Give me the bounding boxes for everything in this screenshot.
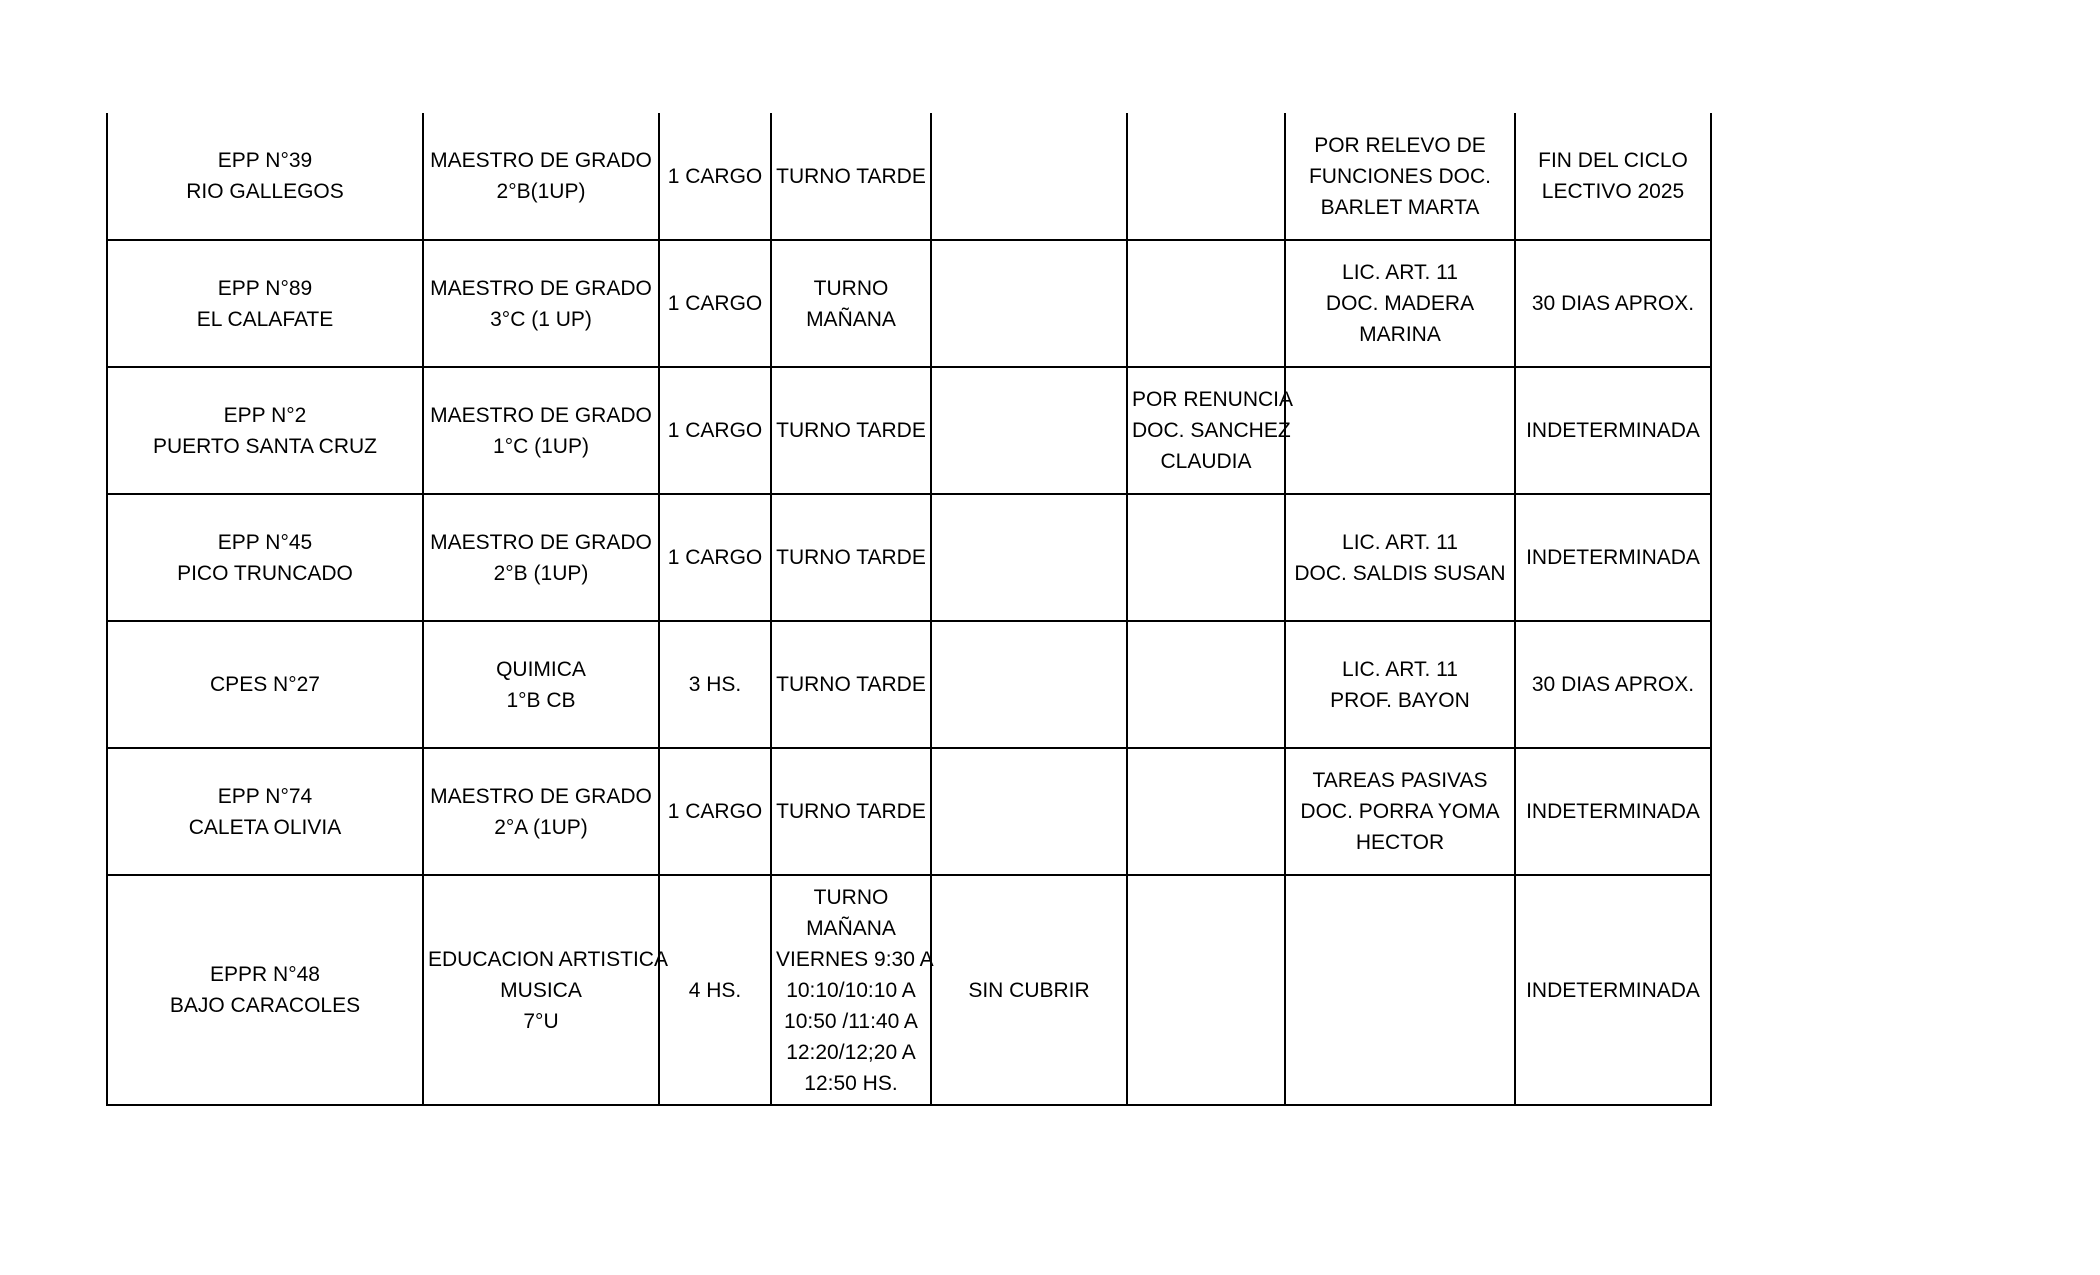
cell-text-line: BAJO CARACOLES [169, 994, 361, 1017]
duration-cell [1515, 748, 1711, 875]
cell-text-line: PROF. BAYON [1330, 688, 1470, 712]
cell-text-line: MUSICA [500, 978, 582, 1002]
resignation-cell [1127, 367, 1294, 494]
reason-cell [1285, 748, 1515, 875]
cell-text-line: 1 CARGO [667, 164, 763, 188]
school-cell [107, 113, 423, 240]
cell-text-line: 1 CARGO [667, 292, 763, 315]
cell-text-line: VIERNES 9:30 A [776, 947, 934, 971]
quantity-cell [659, 748, 771, 875]
cell-text-line: MAESTRO DE GRADO [430, 784, 652, 808]
position-cell [423, 748, 659, 875]
cell-text-line: MAESTRO DE GRADO [430, 276, 652, 300]
reason-cell [1285, 875, 1515, 1105]
quantity-cell [659, 367, 771, 494]
cell-text-line: 12:20/12;20 A [786, 1040, 916, 1064]
shift-cell [771, 494, 931, 621]
cell-text-line: MAÑANA [806, 916, 896, 940]
cell-text-line: TURNO [813, 885, 889, 909]
cell-text-line: MAESTRO DE GRADO [430, 530, 652, 554]
cell-text-line: DOC. MADERA [1325, 292, 1475, 315]
cell-text-line: LIC. ART. 11 [1342, 530, 1458, 554]
position-cell [423, 367, 659, 494]
position-cell [423, 494, 659, 621]
cell-text-line: 12:50 HS. [804, 1071, 898, 1095]
cell-text-line: TURNO TARDE [776, 164, 926, 188]
cell-text-line: INDETERMINADA [1526, 800, 1700, 823]
quantity-cell [659, 621, 771, 748]
cell-text-line: INDETERMINADA [1526, 546, 1700, 569]
coverage-cell [931, 748, 1127, 875]
cell-text-line: CALETA OLIVIA [188, 815, 342, 839]
cell-text-line: 1 CARGO [667, 419, 763, 442]
duration-cell [1515, 494, 1711, 621]
quantity-cell [659, 113, 771, 240]
cell-text-line: POR RELEVO DE [1314, 133, 1486, 157]
cell-text-line: PICO TRUNCADO [177, 561, 353, 585]
shift-cell [771, 113, 931, 240]
coverage-cell [931, 367, 1127, 494]
table-row [107, 113, 1711, 240]
shift-cell [771, 367, 931, 494]
cell-text-line: TURNO TARDE [776, 800, 926, 823]
shift-cell [771, 621, 931, 748]
cell-text-line: DOC. SALDIS SUSAN [1294, 561, 1506, 585]
cell-text-line: EPP N°45 [217, 530, 313, 554]
cell-text-line: INDETERMINADA [1526, 419, 1700, 442]
reason-cell [1285, 494, 1515, 621]
cell-text-line: 1°B CB [506, 688, 576, 712]
cell-text-line: CPES N°27 [210, 673, 320, 696]
cell-text-line: TAREAS PASIVAS [1312, 769, 1488, 792]
quantity-cell [659, 875, 771, 1105]
cell-text-line: EPP N°2 [223, 403, 307, 427]
cell-text-line: SIN CUBRIR [968, 978, 1090, 1002]
cell-text-line: EDUCACION ARTISTICA [428, 947, 668, 971]
coverage-cell [931, 875, 1127, 1105]
cell-text-line: MAÑANA [806, 307, 896, 331]
table-row [107, 494, 1711, 621]
cell-text-line: EPP N°74 [217, 784, 313, 808]
position-cell [423, 240, 659, 367]
cell-text-line: 10:10/10:10 A [786, 978, 916, 1002]
cell-text-line: TURNO TARDE [776, 546, 926, 569]
school-cell [107, 875, 423, 1105]
cell-text-line: RIO GALLEGOS [186, 180, 344, 203]
coverage-cell [931, 494, 1127, 621]
cell-text-line: FUNCIONES DOC. [1308, 164, 1491, 188]
cell-text-line: LECTIVO 2025 [1541, 180, 1685, 203]
cell-text-line: MARINA [1359, 323, 1441, 346]
duration-cell [1515, 621, 1711, 748]
resignation-cell [1127, 494, 1285, 621]
cell-text-line: QUIMICA [496, 657, 586, 681]
reason-cell [1285, 367, 1515, 494]
cell-text-line: MAESTRO DE GRADO [430, 403, 652, 427]
position-cell [423, 875, 668, 1105]
cell-text-line: BARLET MARTA [1320, 195, 1480, 219]
table-row [107, 875, 1711, 1105]
cell-text-line: EPPR N°48 [210, 963, 320, 986]
cell-text-line: CLAUDIA [1160, 450, 1252, 473]
vacancies-table [106, 113, 1712, 1106]
cell-text-line: 3 HS. [688, 673, 742, 696]
cell-text-line: PUERTO SANTA CRUZ [152, 434, 378, 458]
cell-text-line: 2°B(1UP) [496, 180, 586, 203]
shift-cell [771, 748, 931, 875]
cell-text-line: 1 CARGO [667, 546, 763, 569]
cell-text-line: TURNO [813, 276, 889, 300]
cell-text-line: 7°U [523, 1009, 559, 1033]
quantity-cell [659, 494, 771, 621]
cell-text-line: LIC. ART. 11 [1342, 657, 1458, 681]
reason-cell [1285, 113, 1515, 240]
cell-text-line: 1°C (1UP) [493, 434, 589, 458]
position-cell [423, 621, 659, 748]
resignation-cell [1127, 240, 1285, 367]
shift-cell [771, 875, 934, 1105]
cell-text-line: LIC. ART. 11 [1342, 261, 1458, 284]
school-cell [107, 621, 423, 748]
school-cell [107, 367, 423, 494]
reason-cell [1285, 621, 1515, 748]
cell-text-line: 4 HS. [688, 978, 742, 1002]
school-cell [107, 494, 423, 621]
duration-cell [1515, 367, 1711, 494]
cell-text-line: 10:50 /11:40 A [784, 1009, 918, 1033]
cell-text-line: 2°A (1UP) [494, 815, 588, 839]
cell-text-line: POR RENUNCIA [1132, 388, 1294, 411]
cell-text-line: FIN DEL CICLO [1538, 149, 1688, 172]
cell-text-line: TURNO TARDE [776, 673, 926, 696]
resignation-cell [1127, 621, 1285, 748]
cell-text-line: HECTOR [1355, 831, 1445, 854]
reason-cell [1285, 240, 1515, 367]
table-body [107, 113, 1711, 1105]
cell-text-line: EPP N°89 [217, 276, 313, 300]
quantity-cell [659, 240, 771, 367]
table-row [107, 621, 1711, 748]
cell-text-line: EL CALAFATE [196, 307, 334, 331]
cell-text-line: 1 CARGO [667, 800, 763, 823]
cell-text-line: 3°C (1 UP) [490, 307, 592, 331]
cell-text-line: 2°B (1UP) [493, 561, 589, 585]
cell-text-line: DOC. PORRA YOMA [1300, 800, 1500, 823]
duration-cell [1515, 113, 1711, 240]
cell-text-line: EPP N°39 [217, 149, 313, 172]
table-row [107, 240, 1711, 367]
resignation-cell [1127, 875, 1285, 1105]
school-cell [107, 748, 423, 875]
table-row [107, 367, 1711, 494]
cell-text-line: DOC. SANCHEZ [1132, 419, 1291, 442]
duration-cell [1515, 875, 1711, 1105]
cell-text-line: TURNO TARDE [776, 419, 926, 442]
coverage-cell [931, 113, 1127, 240]
school-cell [107, 240, 423, 367]
resignation-cell [1127, 113, 1285, 240]
coverage-cell [931, 621, 1127, 748]
cell-text-line: INDETERMINADA [1526, 978, 1700, 1002]
position-cell [423, 113, 659, 240]
cell-text-line: 30 DIAS APROX. [1531, 292, 1695, 315]
shift-cell [771, 240, 931, 367]
cell-text-line: 30 DIAS APROX. [1531, 673, 1695, 696]
table-row [107, 748, 1711, 875]
cell-text-line: MAESTRO DE GRADO [430, 149, 652, 172]
duration-cell [1515, 240, 1711, 367]
resignation-cell [1127, 748, 1285, 875]
coverage-cell [931, 240, 1127, 367]
